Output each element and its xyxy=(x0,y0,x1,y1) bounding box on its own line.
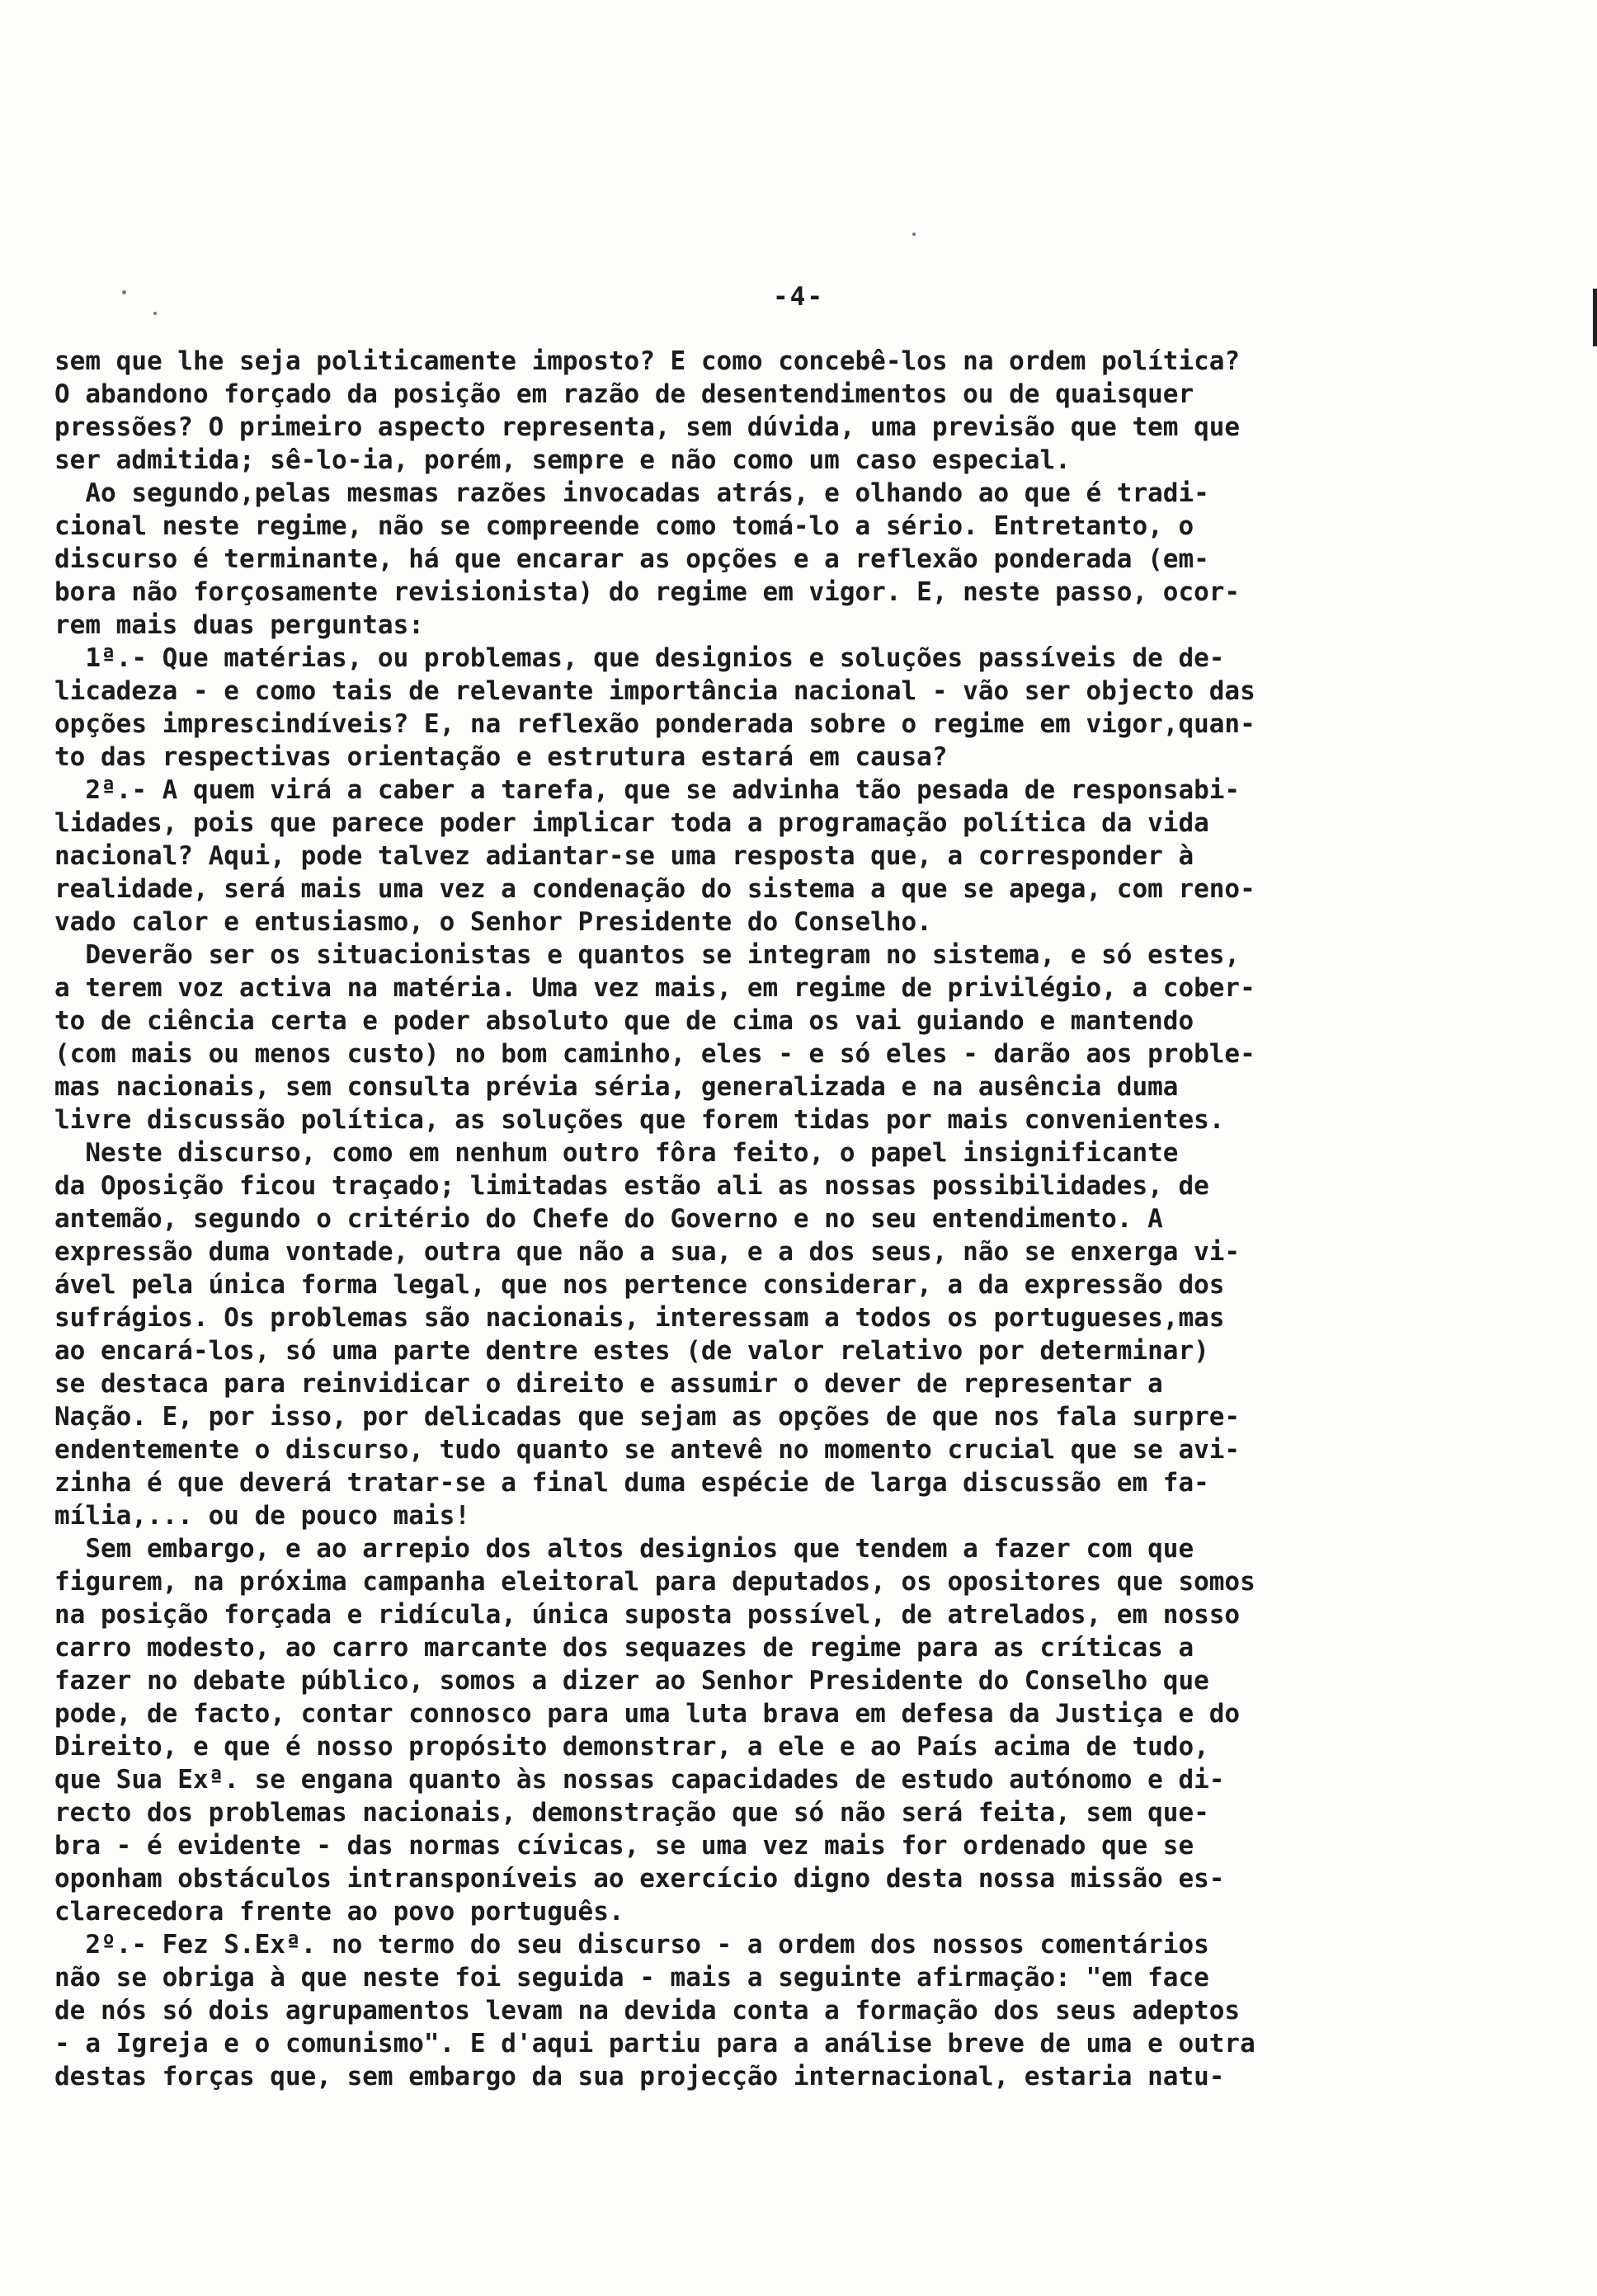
text-line: 2º.- Fez S.Exª. no termo do seu discurso - a ordem dos nossos comentários xyxy=(54,1930,1209,1960)
text-line: fazer no debate público, somos a dizer ao Senhor Presidente do Conselho que xyxy=(54,1666,1209,1696)
text-line: nacional? Aqui, pode talvez adiantar-se uma resposta que, a corresponder à xyxy=(54,841,1194,871)
text-line: destas forças que, sem embargo da sua projecção internacional, estaria natu- xyxy=(54,2062,1225,2091)
text-line: 2ª.- A quem virá a caber a tarefa, que se advinha tão pesada de responsabi- xyxy=(54,775,1241,805)
text-line: sem que lhe seja politicamente imposto? E como concebê-los na ordem política? xyxy=(54,346,1241,376)
text-line: mas nacionais, sem consulta prévia séria, generalizada e na ausência duma xyxy=(54,1072,1179,1102)
text-line: pressões? O primeiro aspecto representa, sem dúvida, uma previsão que tem que xyxy=(54,412,1241,442)
text-line: opções imprescindíveis? E, na reflexão ponderada sobre o regime em vigor,quan- xyxy=(54,709,1255,739)
text-line: se destaca para reinvidicar o direito e assumir o dever de representar a xyxy=(54,1369,1163,1399)
page-number: -4- xyxy=(773,282,824,312)
text-line: zinha é que deverá tratar-se a final duma espécie de larga discussão em fa- xyxy=(54,1468,1209,1498)
text-line: rem mais duas perguntas: xyxy=(54,610,424,640)
text-line: realidade, será mais uma vez a condenação do sistema a que se apega, com reno- xyxy=(54,874,1255,904)
text-line: ável pela única forma legal, que nos pertence considerar, a da expressão dos xyxy=(54,1270,1225,1300)
text-line: de nós só dois agrupamentos levam na devida conta a formação dos seus adeptos xyxy=(54,1996,1241,2025)
text-line: Sem embargo, e ao arrepio dos altos designios que tendem a fazer com que xyxy=(54,1534,1194,1564)
text-line: pode, de facto, contar connosco para uma luta brava em defesa da Justiça e do xyxy=(54,1699,1241,1729)
text-line: bra - é evidente - das normas cívicas, se uma vez mais for ordenado que se xyxy=(54,1831,1194,1861)
text-line: bora não forçosamente revisionista) do regime em vigor. E, neste passo, ocor- xyxy=(54,577,1241,607)
text-line: to das respectivas orientação e estrutura estará em causa? xyxy=(54,742,948,772)
text-line: endentemente o discurso, tudo quanto se antevê no momento crucial que se avi- xyxy=(54,1435,1241,1465)
text-line: Direito, e que é nosso propósito demonstrar, a ele e ao País acima de tudo, xyxy=(54,1732,1209,1762)
text-line: to de ciência certa e poder absoluto que de cima os vai guiando e mantendo xyxy=(54,1006,1194,1036)
text-line: não se obriga à que neste foi seguida - mais a seguinte afirmação: "em face xyxy=(54,1963,1209,1993)
scan-speck xyxy=(153,312,157,315)
scan-speck xyxy=(912,233,916,236)
text-line: oponham obstáculos intransponíveis ao exercício digno desta nossa missão es- xyxy=(54,1864,1225,1894)
text-line: licadeza - e como tais de relevante importância nacional - vão ser objecto das xyxy=(54,676,1255,706)
text-line: vado calor e entusiasmo, o Senhor Presidente do Conselho. xyxy=(54,907,932,937)
text-line: Ao segundo,pelas mesmas razões invocadas atrás, e olhando ao que é tradi- xyxy=(54,478,1209,508)
text-line: O abandono forçado da posição em razão de desentendimentos ou de quaisquer xyxy=(54,379,1194,409)
text-line: carro modesto, ao carro marcante dos sequazes de regime para as críticas a xyxy=(54,1633,1194,1663)
text-line: mília,... ou de pouco mais! xyxy=(54,1501,470,1531)
text-line: antemão, segundo o critério do Chefe do Governo e no seu entendimento. A xyxy=(54,1204,1163,1234)
text-line: (com mais ou menos custo) no bom caminho, eles - e só eles - darão aos proble- xyxy=(54,1039,1255,1069)
text-line: cional neste regime, não se compreende como tomá-lo a sério. Entretanto, o xyxy=(54,511,1194,541)
text-line: que Sua Exª. se engana quanto às nossas capacidades de estudo autónomo e di- xyxy=(54,1765,1225,1795)
body-text xyxy=(54,345,1457,2093)
text-line: clarecedora frente ao povo português. xyxy=(54,1897,624,1927)
text-line: expressão duma vontade, outra que não a sua, e a dos seus, não se enxerga vi- xyxy=(54,1237,1241,1267)
text-line: Nação. E, por isso, por delicadas que sejam as opções de que nos fala surpre- xyxy=(54,1402,1241,1432)
text-line: figurem, na próxima campanha eleitoral para deputados, os opositores que somos xyxy=(54,1567,1255,1597)
text-line: a terem voz activa na matéria. Uma vez mais, em regime de privilégio, a cober- xyxy=(54,973,1255,1003)
text-line: livre discussão política, as soluções que forem tidas por mais convenientes. xyxy=(54,1105,1225,1135)
text-line: recto dos problemas nacionais, demonstração que só não será feita, sem que- xyxy=(54,1798,1209,1828)
text-line: ao encará-los, só uma parte dentre estes (de valor relativo por determinar) xyxy=(54,1336,1209,1366)
text-line: da Oposição ficou traçado; limitadas estão ali as nossas possibilidades, de xyxy=(54,1171,1209,1201)
text-line: - a Igreja e o comunismo". E d'aqui partiu para a análise breve de uma e outra xyxy=(54,2029,1255,2058)
text-line: ser admitida; sê-lo-ia, porém, sempre e não como um caso especial. xyxy=(54,445,1071,475)
text-line: discurso é terminante, há que encarar as opções e a reflexão ponderada (em- xyxy=(54,544,1209,574)
text-line: 1ª.- Que matérias, ou problemas, que designios e soluções passíveis de de- xyxy=(54,643,1225,673)
text-line: na posição forçada e ridícula, única suposta possível, de atrelados, em nosso xyxy=(54,1600,1241,1630)
text-line: lidades, pois que parece poder implicar toda a programação política da vida xyxy=(54,808,1209,838)
text-line: Deverão ser os situacionistas e quantos se integram no sistema, e só estes, xyxy=(54,940,1241,970)
text-line: sufrágios. Os problemas são nacionais, interessam a todos os portugueses,mas xyxy=(54,1303,1225,1333)
text-line: Neste discurso, como em nenhum outro fôra feito, o papel insignificante xyxy=(54,1138,1179,1168)
